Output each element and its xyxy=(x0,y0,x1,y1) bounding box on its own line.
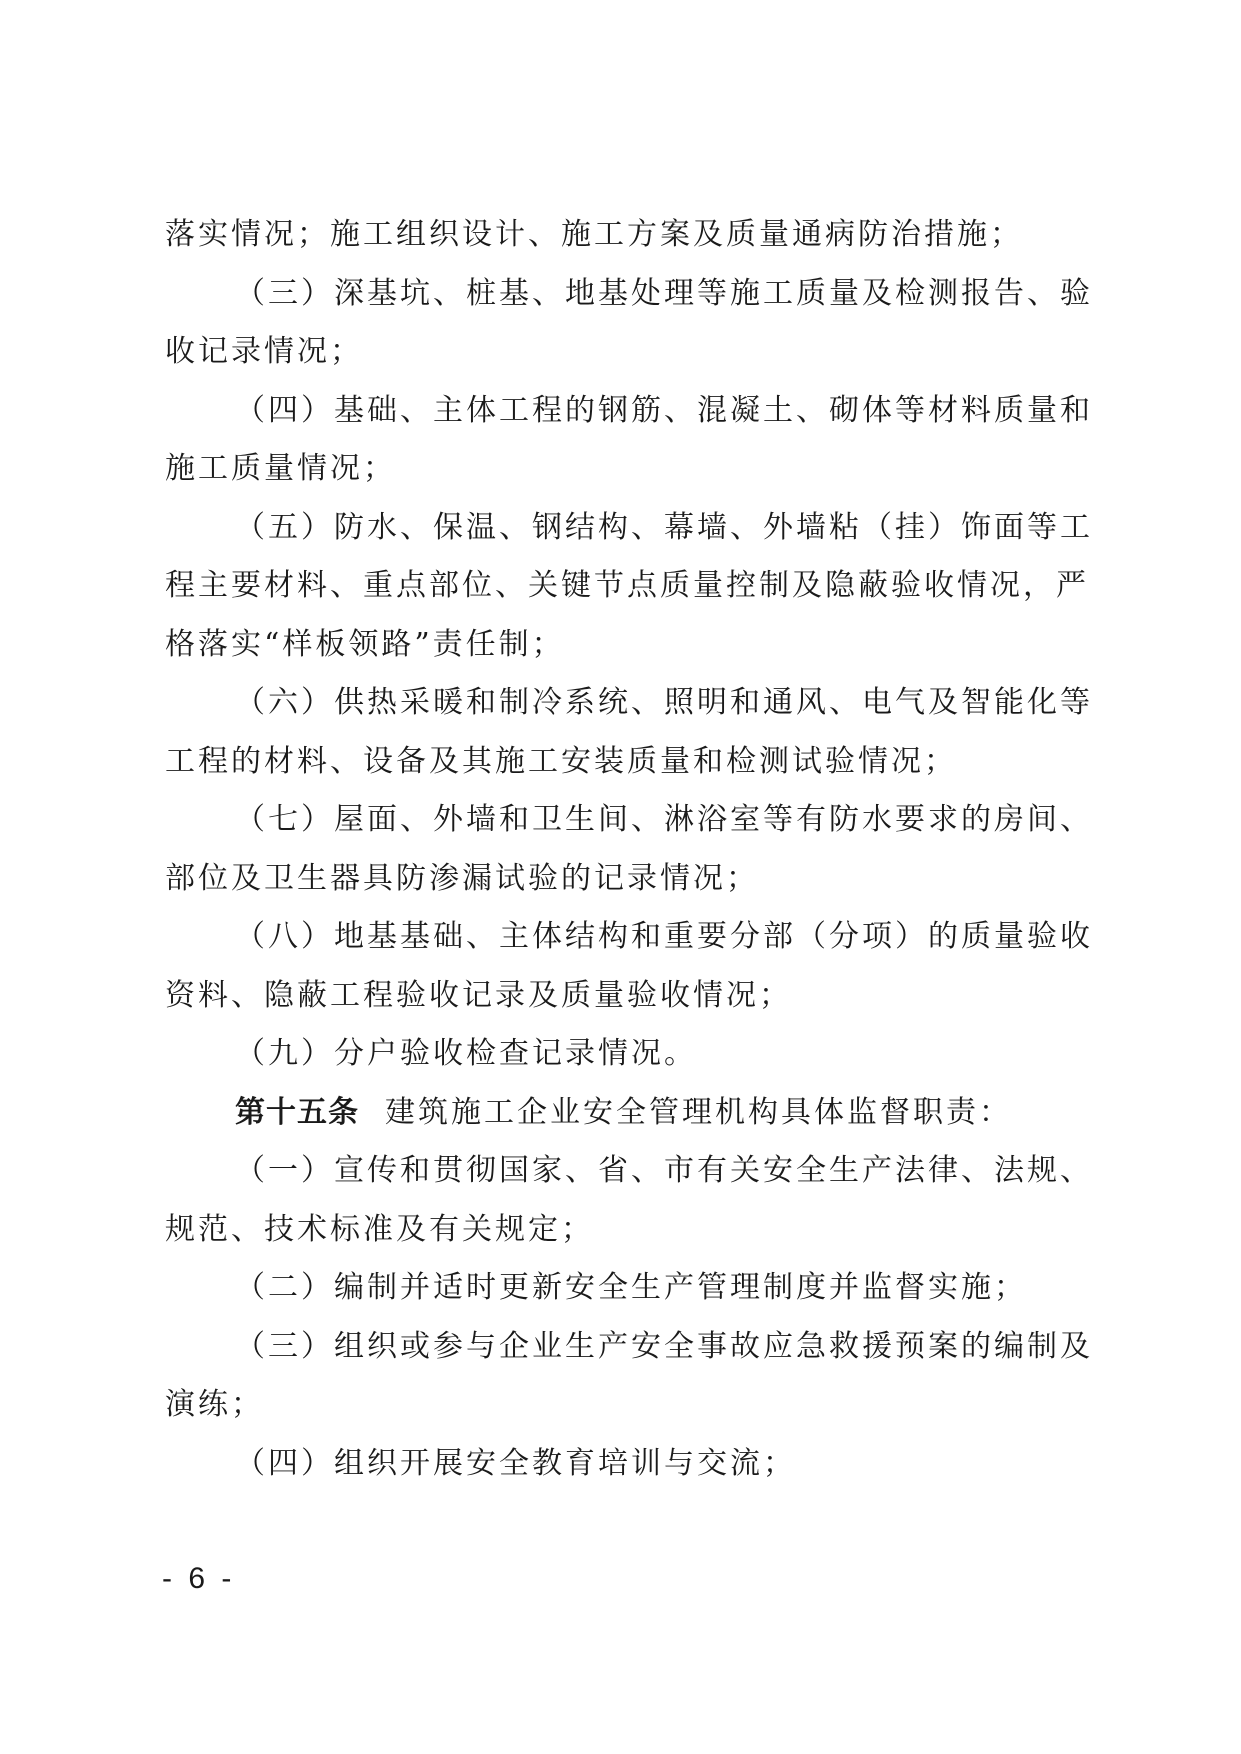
article-line-2: 规范、技术标准及有关规定； xyxy=(165,1211,594,1247)
text-line-14: 资料、隐蔽工程验收记录及质量验收情况； xyxy=(165,977,792,1013)
text-line-1: 落实情况；施工组织设计、施工方案及质量通病防治措施； xyxy=(165,217,1023,252)
article-line-5: 演练； xyxy=(165,1387,264,1422)
text-line-2: （三）深基坑、桩基、地基处理等施工质量及检测报告、验 xyxy=(235,275,1093,311)
text-line-13: （八）地基基础、主体结构和重要分部（分项）的质量验收 xyxy=(235,919,1093,954)
article-line-3: （二）编制并适时更新安全生产管理制度并监督实施； xyxy=(235,1270,1027,1305)
article-line-6: （四）组织开展安全教育培训与交流； xyxy=(235,1445,796,1481)
text-line-7: 程主要材料、重点部位、关键节点质量控制及隐蔽验收情况，严 xyxy=(165,568,1089,603)
text-line-6: （五）防水、保温、钢结构、幕墙、外墙粘（挂）饰面等工 xyxy=(235,509,1093,545)
text-line-15: （九）分户验收检查记录情况。 xyxy=(235,1036,697,1071)
article-number: 第十五条 xyxy=(235,1094,359,1130)
text-line-9: （六）供热采暖和制冷系统、照明和通风、电气及智能化等 xyxy=(235,685,1093,720)
text-line-12: 部位及卫生器具防渗漏试验的记录情况； xyxy=(165,860,759,896)
text-line-11: （七）屋面、外墙和卫生间、淋浴室等有防水要求的房间、 xyxy=(235,802,1093,837)
article-title: 建筑施工企业安全管理机构具体监督职责： xyxy=(385,1094,1012,1130)
article-line-4: （三）组织或参与企业生产安全事故应急救援预案的编制及 xyxy=(235,1328,1093,1364)
article-heading xyxy=(165,1084,1085,1143)
text-line-4: （四）基础、主体工程的钢筋、混凝土、砌体等材料质量和 xyxy=(235,392,1093,428)
article-line-1: （一）宣传和贯彻国家、省、市有关安全生产法律、法规、 xyxy=(235,1153,1093,1188)
text-line-10: 工程的材料、设备及其施工安装质量和检测试验情况； xyxy=(165,743,957,779)
page-number: - 6 - xyxy=(162,1562,236,1595)
text-line-8: 格落实“样板领路”责任制； xyxy=(165,626,565,662)
text-line-5: 施工质量情况； xyxy=(165,451,396,486)
document-body xyxy=(165,206,1093,1493)
text-line-3: 收记录情况； xyxy=(165,334,363,369)
